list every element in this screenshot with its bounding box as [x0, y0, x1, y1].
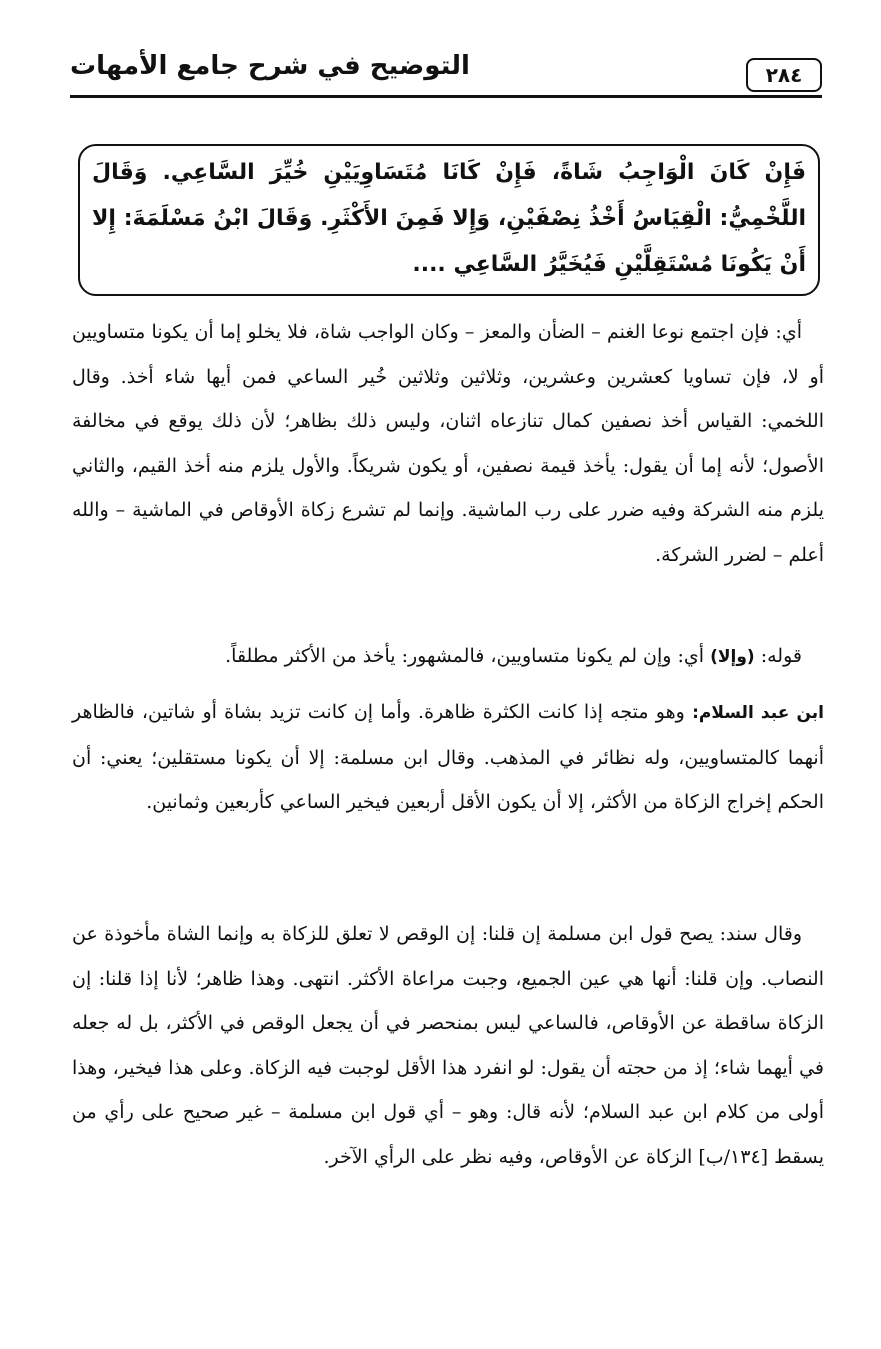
quoted-term: (وإلا): [710, 647, 755, 667]
page-number: ٢٨٤: [746, 58, 822, 92]
commentary-text: وهو متجه إذا كانت الكثرة ظاهرة. وأما إن كانت تزيد بشاة أو شاتين، فالظاهر أنهما كالمتساويين، وله نظائر في المذهب. وقال ابن مسلمة: إلا أن يكونا مستقلين؛ يعني: أن الحكم إخراج الزكاة من الأكثر، إلا أن يكون الأقل أربعين فيخير الساعي كأربعين وثمانين.: [72, 701, 824, 813]
matn-text: فَإِنْ كَانَ الْوَاجِبُ شَاةً، فَإِنْ كَانَا مُتَسَاوِيَيْنِ خُيِّرَ السَّاعِي. وَقَالَ اللَّخْمِيُّ: الْقِيَاسُ أَخْذُ نِصْفَيْنِ، وَإِلا فَمِنَ الأَكْثَرِ. وَقَالَ ابْنُ مَسْلَمَةَ: إِلا أَنْ يَكُونَا مُسْتَقِلَّيْنِ فَيُخَيَّرُ السَّاعِي ....: [92, 160, 806, 277]
commentary-text: وقال سند: يصح قول ابن مسلمة إن قلنا: إن الوقص لا تعلق للزكاة به وإنما الشاة مأخوذة عن النصاب. وإن قلنا: أنها هي عين الجميع، وجبت مراعاة الأكثر. انتهى. وهذا ظاهر؛ لأنا إذا قلنا: إن الزكاة ساقطة عن الأوقاص، فالساعي ليس بمنحصر في أن يجعل الوقص في الأكثر، بل له جعله في أيهما شاء؛ إذ من حجته أن يقول: لو انفرد هذا الأقل لوجبت فيه الزكاة. وعلى هذا فيخير، وهذا أولى من كلام ابن عبد السلام؛ لأنه قال: وهو – أي قول ابن مسلمة – غير صحيح على رأي من يسقط [١٣٤/ب] الزكاة عن الأوقاص، وفيه نظر على الرأي الآخر.: [72, 923, 824, 1168]
author-reference: ابن عبد السلام:: [692, 703, 824, 723]
commentary-text: أي: فإن اجتمع نوعا الغنم – الضأن والمعز – وكان الواجب شاة، فلا يخلو إما أن يكونا متساويين أو لا، فإن تساويا كعشرين وعشرين، وثلاثين وثلاثين خُير الساعي فمن أيها شاء أخذ. وقال اللخمي: القياس أخذ نصفين كمال تنازعاه اثنان، وليس ذلك بظاهر؛ لأن ذلك يوقع في مخالفة الأصول؛ لأنه إما أن يقول: يأخذ قيمة نصفين، أو يكون شريكاً. والأول يلزم منه أخذ القيم، والثاني يلزم منه الشركة وفيه ضرر على رب الماشية. وإنما لم تشرع زكاة الأوقاص في الماشية – والله أعلم – لضرر الشركة.: [72, 321, 824, 566]
matn-text-box: [78, 144, 820, 296]
commentary-text: أي: وإن لم يكونا متساويين، فالمشهور: يأخذ من الأكثر مطلقاً.: [225, 645, 711, 667]
commentary-line: [72, 690, 824, 825]
header-rule: [70, 95, 822, 98]
commentary-paragraph-1: [72, 310, 824, 577]
commentary-line: [72, 634, 824, 680]
commentary-paragraph-3: [72, 690, 824, 825]
commentary-paragraph-4: [72, 912, 824, 1179]
commentary-paragraph-2: [72, 634, 824, 680]
page-header: [70, 38, 822, 98]
running-title: التوضيح في شرح جامع الأمهات: [70, 51, 470, 81]
quote-intro: قوله:: [754, 645, 802, 667]
